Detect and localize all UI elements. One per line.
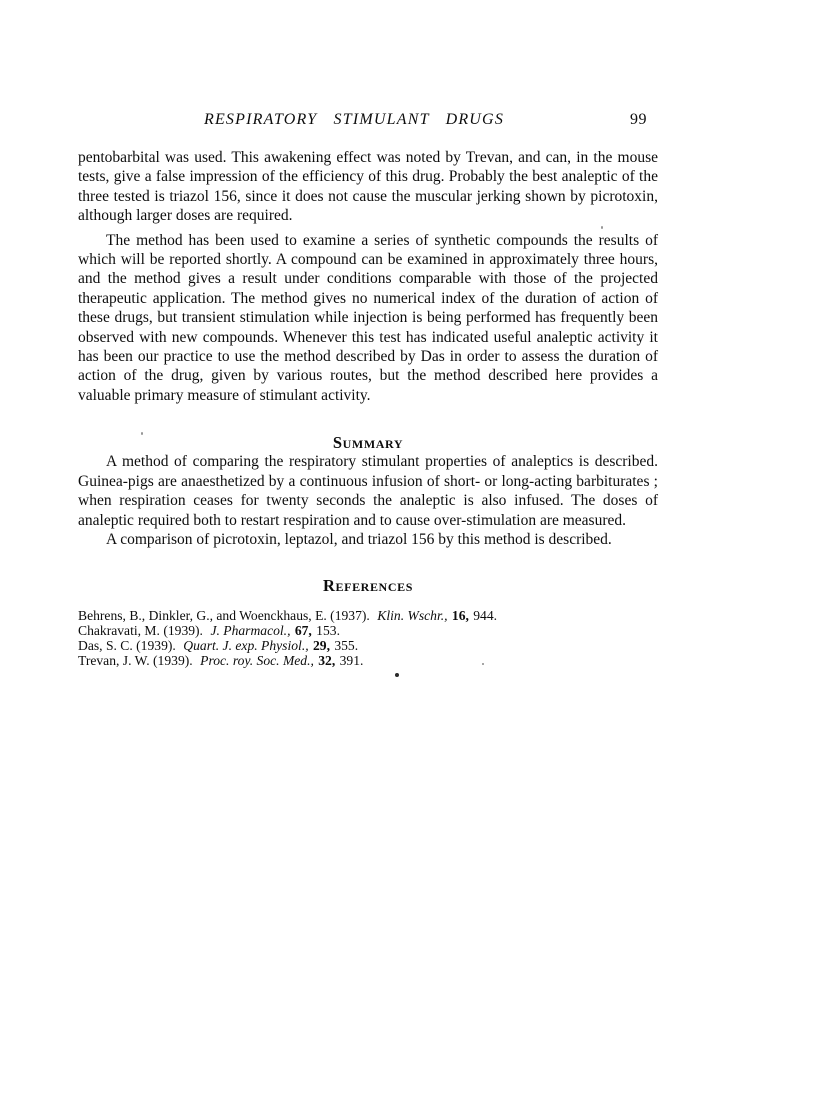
summary-heading: Summary xyxy=(332,433,404,453)
reference-volume: 32, xyxy=(318,653,336,669)
body-paragraph: pentobarbital was used. This awakening effect was noted by Trevan, and can, in the mouse tests, give a false impression of the efficiency of this drug. Probably the best analeptic of the three tested is triazol 156, since it does not cause the muscular jerking shown by picrotoxin, although larger doses are required. xyxy=(78,149,658,225)
reference-pages: 355. xyxy=(334,638,359,654)
summary-paragraph: A comparison of picrotoxin, leptazol, and triazol 156 by this method is described. xyxy=(106,530,612,548)
reference-journal: Klin. Wschr., xyxy=(377,608,448,624)
page-number: 99 xyxy=(630,111,647,128)
reference-authors: Trevan, J. W. (1939). xyxy=(78,653,193,669)
scan-artifact-dot xyxy=(601,226,603,229)
reference-volume: 16, xyxy=(451,608,469,624)
references-list xyxy=(78,609,658,669)
scan-artifact-dot xyxy=(482,663,484,665)
reference-entry xyxy=(78,639,658,654)
scan-artifact-dot xyxy=(141,432,143,435)
body-paragraph: The method has been used to examine a series of synthetic compounds the results of which will be reported shortly. A compound can be examined in approximately three hours, and the method gives a result under conditions comparable with those of the projected therapeutic application. The method gives no numerical index of the duration of action of these drugs, but transient stimulation while injection is being performed has frequently been observed with new compounds. Whenever this test has indicated useful analeptic activity it has been our practice to use the method described by Das in order to assess the duration of action of the drug, given by various routes, but the method described here provides a valuable primary measure of stimulant activity. xyxy=(78,231,658,404)
reference-journal: Proc. roy. Soc. Med., xyxy=(200,653,314,669)
summary-paragraph: A method of comparing the respiratory stimulant properties of analeptics is described. Guinea-pigs are anaesthetized by a continuous infusion of short- or long-acting barbiturates ; when respiration ceases for twenty seconds the analeptic is also infused. The doses of analeptic required both to restart respiration and to cause over-stimulation are measured. xyxy=(78,453,658,529)
references-heading: References xyxy=(323,576,413,596)
reference-journal: Quart. J. exp. Physiol., xyxy=(183,638,309,654)
running-head-row xyxy=(78,111,658,131)
reference-volume: 29, xyxy=(312,638,330,654)
running-head-title: RESPIRATORY STIMULANT DRUGS xyxy=(203,111,505,128)
reference-volume: 67, xyxy=(294,623,312,639)
reference-authors: Behrens, B., Dinkler, G., and Woenckhaus, E. (1937). xyxy=(78,608,370,624)
reference-pages: 944. xyxy=(473,608,498,624)
reference-journal: J. Pharmacol., xyxy=(210,623,291,639)
reference-entry xyxy=(78,624,658,639)
page-content xyxy=(78,111,658,669)
reference-authors: Chakravati, M. (1939). xyxy=(78,623,203,639)
scan-artifact-dot xyxy=(395,673,399,677)
reference-pages: 391. xyxy=(339,653,364,669)
reference-pages: 153. xyxy=(316,623,340,639)
reference-entry xyxy=(78,609,658,624)
reference-authors: Das, S. C. (1939). xyxy=(78,638,176,654)
reference-entry xyxy=(78,654,658,669)
